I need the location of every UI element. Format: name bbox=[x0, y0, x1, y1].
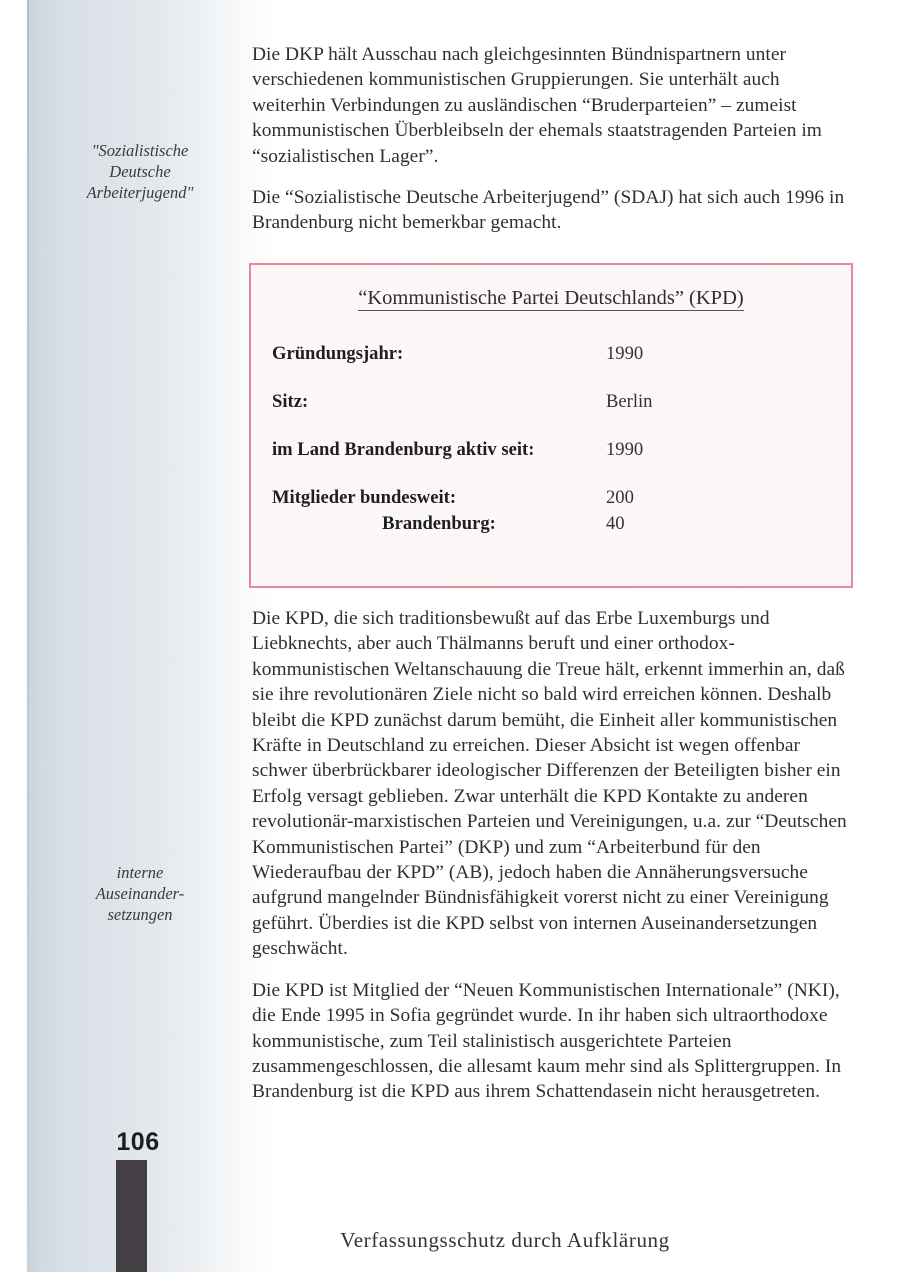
info-value: Berlin bbox=[606, 391, 653, 412]
info-value: 1990 bbox=[606, 343, 644, 364]
margin-note-interne-auseinandersetzungen: interne Auseinander- setzungen bbox=[95, 863, 185, 924]
info-row-mitglieder-bundesweit bbox=[251, 487, 851, 509]
paragraph-kpd-nki: Die KPD ist Mitglied der “Neuen Kommunistischen Internationale” (NKI), die Ende 1995 in Sofia gegründet wurde. In ihr haben sich ultraorthodoxe kommunistische, zum Teil stalinistisch ausgerichtete Parteien zusammengeschlossen, die allesamt kaum mehr sind als Splittergruppen. In Brandenburg ist die KPD aus ihrem Schattendasein nicht herausgetreten. bbox=[252, 979, 842, 1103]
info-label: Brandenburg: bbox=[382, 513, 496, 534]
info-label: Mitglieder bundesweit: bbox=[272, 487, 457, 508]
info-label: Gründungsjahr: bbox=[272, 343, 404, 364]
paragraph-sdaj: Die “Sozialistische Deutsche Arbeiterjugend” (SDAJ) hat sich auch 1996 in Brandenburg nicht bemerkbar gemacht. bbox=[252, 187, 845, 234]
paragraph-dkp-bundnispartner: Die DKP hält Ausschau nach gleichgesinnten Bündnispartnern unter verschiedenen kommunistischen Gruppierungen. Sie unterhält auch weiterhin Verbindungen zu ausländischen “Bruderparteien” – zumeist kommunistischen Überbleibseln der ehemals staatstragenden Parteien im “sozialistischen Lager”. bbox=[252, 44, 822, 167]
margin-notes-column bbox=[40, 0, 240, 1272]
main-text-column-top bbox=[252, 42, 856, 236]
info-row-mitglieder-brandenburg bbox=[251, 513, 851, 535]
info-row-gruendungsjahr bbox=[251, 343, 851, 365]
info-row-sitz bbox=[251, 391, 851, 413]
main-text-column-bottom bbox=[252, 606, 856, 1105]
info-value: 1990 bbox=[606, 439, 644, 460]
page-marker-bar bbox=[116, 1160, 147, 1272]
page-number: 106 bbox=[116, 1128, 160, 1156]
info-value: 200 bbox=[606, 487, 634, 508]
info-row-aktiv-seit bbox=[251, 439, 851, 461]
kpd-info-box-title-text: “Kommunistische Partei Deutschlands” (KPD) bbox=[358, 287, 744, 309]
info-value: 40 bbox=[606, 513, 625, 534]
paragraph-kpd-traditionen: Die KPD, die sich traditionsbewußt auf das Erbe Luxemburgs und Liebknechts, aber auch Thälmanns beruft und einer orthodox-kommunistischen Weltanschauung die Treue hält, erkennt immerhin an, daß sie ihre revolutionären Ziele nicht so bald wird erreichen können. Deshalb bleibt die KPD zunächst darum bemüht, die Einheit aller kommunistischen Kräfte in Deutschland zu erreichen. Dieser Absicht ist wegen offenbar schwer überbrückbarer ideologischer Differenzen der Beteiligten bisher ein Erfolg versagt geblieben. Zwar unterhält die KPD Kontakte zu anderen revolutionär-marxistischen Parteien und Vereinigungen, u.a. zur “Deutschen Kommunistischen Partei” (DKP) und zum “Arbeiterbund für den Wiederaufbau der KPD” (AB), jedoch haben die Annäherungsversuche aufgrund mangelnder Bündnisfähigkeit vorerst nicht zu einer Vereinigung geführt. Überdies ist die KPD selbst von internen Auseinandersetzungen geschwächt. bbox=[252, 608, 847, 960]
scan-gutter-line bbox=[27, 0, 29, 1272]
info-label: im Land Brandenburg aktiv seit: bbox=[272, 439, 535, 460]
kpd-info-box bbox=[249, 263, 853, 588]
kpd-info-box-rows bbox=[251, 343, 851, 535]
info-label: Sitz: bbox=[272, 391, 309, 412]
margin-note-sdaj: "Sozialistische Deutsche Arbeiterjugend" bbox=[86, 141, 194, 202]
kpd-info-box-title bbox=[251, 287, 851, 310]
page-footer: Verfassungsschutz durch Aufklärung bbox=[340, 1228, 670, 1252]
